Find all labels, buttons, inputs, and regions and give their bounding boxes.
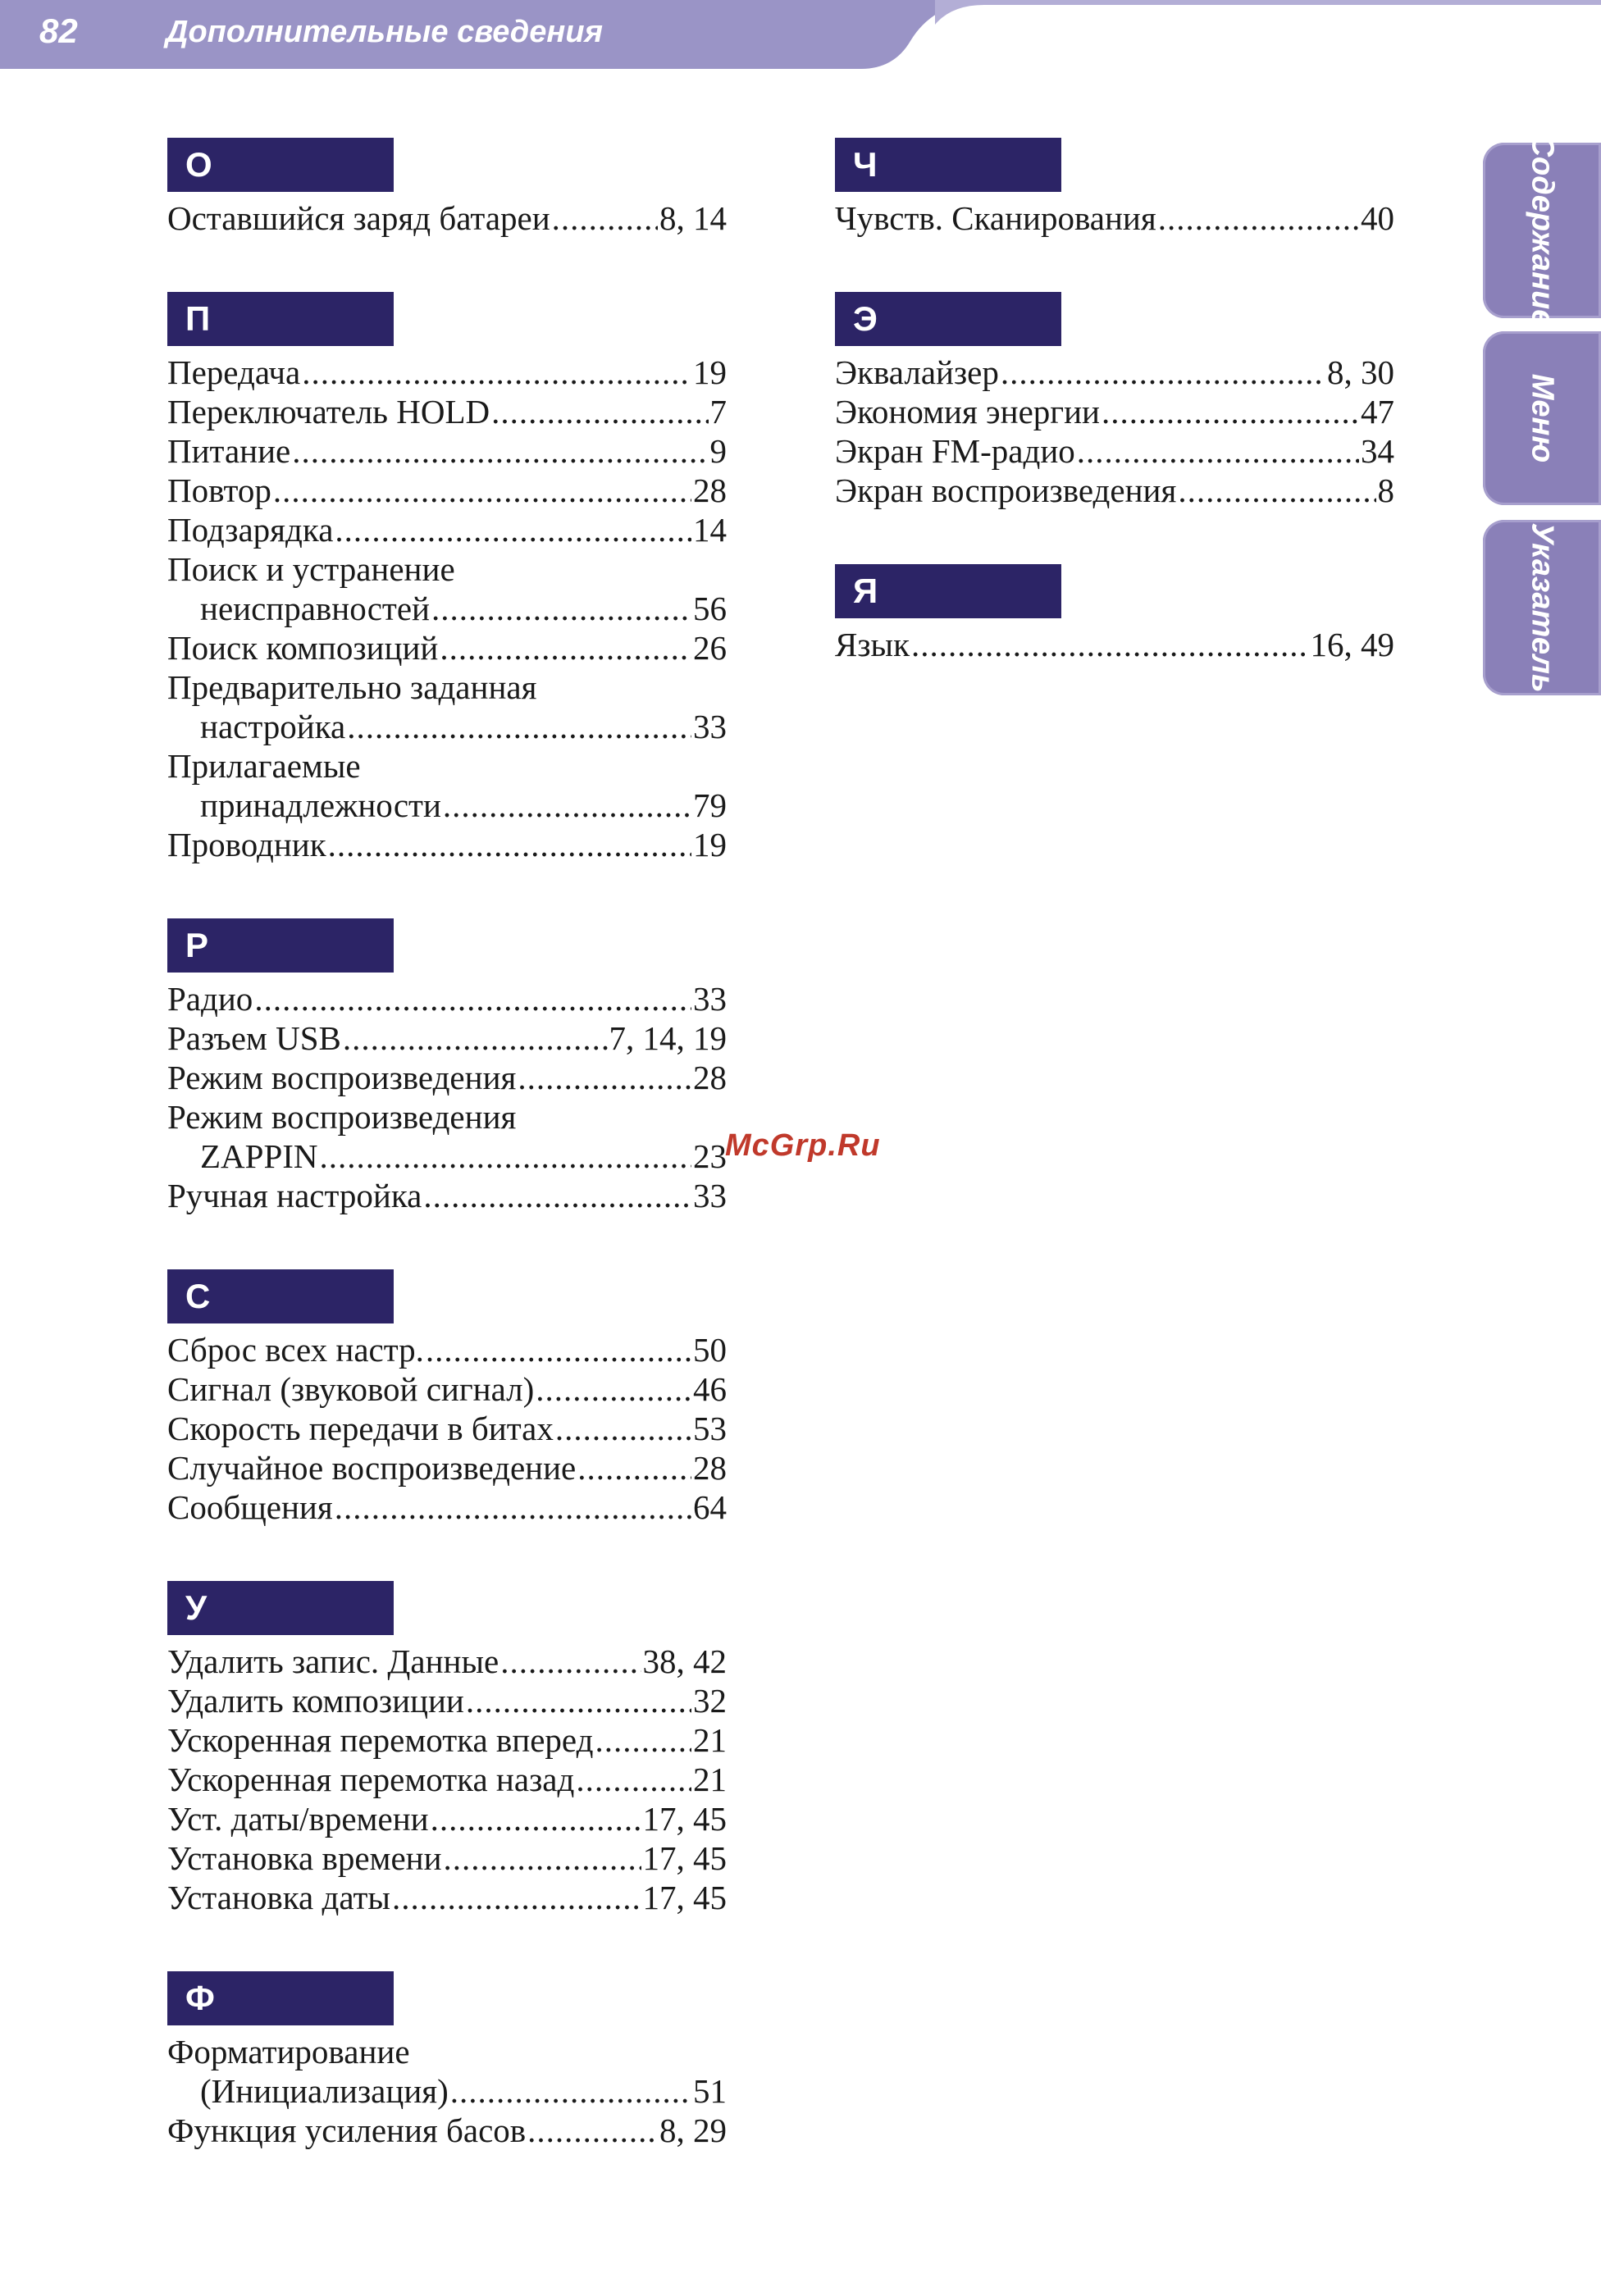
- dot-leader: [1077, 431, 1359, 471]
- index-term: Чувств. Сканирования: [835, 199, 1156, 237]
- index-entry[interactable]: [167, 979, 727, 1018]
- index-column-right: [835, 138, 1394, 718]
- page-reference[interactable]: 16, 49: [1310, 626, 1394, 663]
- dot-leader: [392, 1878, 641, 1917]
- page-reference[interactable]: 33: [693, 708, 727, 745]
- dot-leader: [1102, 392, 1359, 431]
- index-entry[interactable]: [835, 392, 1394, 431]
- index-term: Удалить запис. Данные: [167, 1642, 499, 1680]
- page-reference[interactable]: 32: [693, 1682, 727, 1720]
- index-letter-heading: У: [167, 1581, 394, 1635]
- index-entry[interactable]: [167, 628, 727, 667]
- index-letter-heading: Р: [167, 918, 394, 973]
- index-entry[interactable]: [167, 707, 727, 746]
- index-term: Ускоренная перемотка вперед: [167, 1721, 594, 1759]
- page-reference[interactable]: 26: [693, 629, 727, 667]
- index-entry[interactable]: [835, 625, 1394, 664]
- page-reference[interactable]: 8, 30: [1327, 353, 1394, 391]
- dot-leader: [320, 1137, 691, 1176]
- index-letter-heading: О: [167, 138, 394, 192]
- dot-leader: [518, 1058, 691, 1097]
- page-reference[interactable]: 21: [693, 1721, 727, 1759]
- page-reference[interactable]: 40: [1361, 199, 1394, 237]
- index-term: Эквалайзер: [835, 353, 999, 391]
- page-reference[interactable]: 46: [693, 1370, 727, 1408]
- page-reference[interactable]: 56: [693, 590, 727, 627]
- dot-leader: [347, 707, 691, 746]
- dot-leader: [1158, 198, 1359, 238]
- dot-leader: [536, 1369, 691, 1409]
- page-reference[interactable]: 17, 45: [642, 1800, 727, 1838]
- index-entry[interactable]: [167, 510, 727, 549]
- index-term: Оставшийся заряд батареи: [167, 199, 550, 237]
- page-reference[interactable]: 34: [1361, 432, 1394, 470]
- dot-leader: [491, 392, 708, 431]
- page-reference[interactable]: 79: [693, 786, 727, 824]
- page-header: [0, 0, 1601, 71]
- index-entry[interactable]: [167, 1487, 727, 1527]
- index-group: [167, 138, 727, 238]
- watermark: McGrp.Ru: [725, 1128, 881, 1163]
- index-term: Ручная настройка: [167, 1177, 422, 1214]
- page-reference[interactable]: 33: [693, 1177, 727, 1214]
- index-term: Уст. даты/времени: [167, 1800, 429, 1838]
- index-entry[interactable]: [167, 1760, 727, 1799]
- index-term: Поиск композиций: [167, 629, 439, 667]
- page-reference[interactable]: 8: [1377, 472, 1394, 509]
- index-entry[interactable]: [835, 431, 1394, 471]
- tab-index-label: Указатель: [1525, 522, 1560, 693]
- index-column-left: [167, 138, 727, 2204]
- index-letter-heading: Я: [835, 564, 1061, 618]
- dot-leader: [1001, 353, 1325, 392]
- index-letter-heading: П: [167, 292, 394, 346]
- index-term: Функция усиления басов: [167, 2112, 527, 2149]
- index-term[interactable]: Режим воспроизведения: [167, 1098, 517, 1136]
- index-entry[interactable]: [167, 431, 727, 471]
- index-group: [167, 918, 727, 1215]
- dot-leader: [343, 1018, 608, 1058]
- dot-leader: [423, 1176, 691, 1215]
- index-term: Сигнал (звуковой сигнал): [167, 1370, 535, 1408]
- dot-leader: [595, 1720, 691, 1760]
- dot-leader: [500, 1642, 641, 1681]
- dot-leader: [577, 1448, 691, 1487]
- index-term: Установка даты: [167, 1879, 390, 1916]
- tab-contents-label: Содержание: [1525, 134, 1560, 327]
- index-term-continuation: ZAPPIN: [200, 1137, 318, 1175]
- index-term[interactable]: Форматирование: [167, 2033, 410, 2070]
- dot-leader: [576, 1760, 691, 1799]
- index-term[interactable]: Прилагаемые: [167, 747, 361, 785]
- index-term: Скорость передачи в битах: [167, 1410, 554, 1447]
- index-entry[interactable]: [167, 1448, 727, 1487]
- index-term-continuation: настройка: [200, 708, 346, 745]
- index-term: Случайное воспроизведение: [167, 1449, 577, 1487]
- dot-leader: [466, 1681, 691, 1720]
- dot-leader: [552, 198, 658, 238]
- page-reference[interactable]: 19: [693, 826, 727, 863]
- index-term: Установка времени: [167, 1839, 442, 1877]
- index-letter-heading: Э: [835, 292, 1061, 346]
- index-term: Повтор: [167, 472, 271, 509]
- page-reference[interactable]: 23: [693, 1137, 727, 1175]
- page-number: 82: [39, 11, 78, 50]
- tab-menu-label: Меню: [1525, 373, 1560, 463]
- index-term[interactable]: Предварительно заданная: [167, 668, 537, 706]
- dot-leader: [450, 2071, 691, 2111]
- index-entry[interactable]: [167, 1838, 727, 1878]
- page-reference[interactable]: 17, 45: [642, 1839, 727, 1877]
- index-term-continuation: неисправностей: [200, 590, 430, 627]
- index-term: Радио: [167, 980, 253, 1018]
- index-term: Экран воспроизведения: [835, 472, 1177, 509]
- page-reference[interactable]: 28: [693, 1449, 727, 1487]
- dot-leader: [302, 353, 691, 392]
- index-group: [167, 1269, 727, 1527]
- index-entry[interactable]: [167, 2111, 727, 2150]
- index-group: [835, 292, 1394, 510]
- page-reference[interactable]: 64: [693, 1488, 727, 1526]
- index-term: Подзарядка: [167, 511, 334, 549]
- page-reference[interactable]: 38, 42: [642, 1642, 727, 1680]
- index-entry[interactable]: [167, 786, 727, 825]
- index-entry[interactable]: [167, 1642, 727, 1681]
- index-term: Питание: [167, 432, 291, 470]
- index-entry[interactable]: [167, 825, 727, 864]
- tab-menu[interactable]: [1483, 331, 1601, 505]
- index-term: Сообщения: [167, 1488, 333, 1526]
- dot-leader: [273, 471, 691, 510]
- index-term-continuation: принадлежности: [200, 786, 441, 824]
- page-reference[interactable]: 47: [1361, 393, 1394, 430]
- page-reference[interactable]: 8, 14: [659, 199, 727, 237]
- index-entry[interactable]: [167, 1720, 727, 1760]
- dot-leader: [335, 510, 691, 549]
- index-entry[interactable]: [167, 1409, 727, 1448]
- page-reference[interactable]: 28: [693, 472, 727, 509]
- dot-leader: [444, 1838, 641, 1878]
- index-term: Удалить композиции: [167, 1682, 464, 1720]
- page-reference[interactable]: 7: [709, 393, 727, 430]
- index-term: Экран FM-радио: [835, 432, 1075, 470]
- dot-leader: [431, 589, 691, 628]
- index-entry[interactable]: [167, 1176, 727, 1215]
- index-letter-heading: С: [167, 1269, 394, 1323]
- tab-index[interactable]: [1483, 520, 1601, 695]
- index-entry[interactable]: [167, 1681, 727, 1720]
- index-entry[interactable]: [167, 353, 727, 392]
- page-reference[interactable]: 19: [693, 353, 727, 391]
- index-entry[interactable]: [167, 1878, 727, 1917]
- index-entry[interactable]: [167, 1058, 727, 1097]
- dot-leader: [440, 628, 691, 667]
- index-entry[interactable]: [835, 353, 1394, 392]
- page-reference[interactable]: 17, 45: [642, 1879, 727, 1916]
- dot-leader: [328, 825, 691, 864]
- index-group: [835, 564, 1394, 664]
- index-term-continuation: (Инициализация): [200, 2072, 449, 2110]
- index-term: Переключатель HOLD: [167, 393, 490, 430]
- tab-contents[interactable]: [1483, 134, 1601, 327]
- dot-leader: [431, 1799, 641, 1838]
- dot-leader: [443, 786, 691, 825]
- index-entry[interactable]: [167, 589, 727, 628]
- index-term: Разъем USB: [167, 1019, 341, 1057]
- index-term: Сброс всех настр.: [167, 1331, 424, 1369]
- index-entry[interactable]: [167, 1799, 727, 1838]
- index-entry[interactable]: [167, 1369, 727, 1409]
- index-entry[interactable]: [167, 2071, 727, 2111]
- dot-leader: [335, 1487, 691, 1527]
- index-term: Ускоренная перемотка назад: [167, 1761, 575, 1798]
- index-group: [167, 292, 727, 864]
- index-term[interactable]: Поиск и устранение: [167, 550, 455, 588]
- page-reference[interactable]: 21: [693, 1761, 727, 1798]
- index-group: [167, 1581, 727, 1917]
- dot-leader: [254, 979, 691, 1018]
- index-entry[interactable]: [167, 198, 727, 238]
- page-reference[interactable]: 8, 29: [659, 2112, 727, 2149]
- page-reference[interactable]: 28: [693, 1059, 727, 1096]
- index-entry[interactable]: [835, 471, 1394, 510]
- index-entry[interactable]: [167, 471, 727, 510]
- page-reference[interactable]: 53: [693, 1410, 727, 1447]
- dot-leader: [426, 1330, 691, 1369]
- index-term: Язык: [835, 626, 910, 663]
- page-reference[interactable]: 14: [693, 511, 727, 549]
- index-group: [835, 138, 1394, 238]
- index-entry[interactable]: [167, 1137, 727, 1176]
- index-entry[interactable]: [835, 198, 1394, 238]
- dot-leader: [911, 625, 1308, 664]
- index-group: [167, 1971, 727, 2150]
- index-term: Режим воспроизведения: [167, 1059, 517, 1096]
- index-letter-heading: Ч: [835, 138, 1061, 192]
- page-reference[interactable]: 9: [709, 432, 727, 470]
- index-term: Проводник: [167, 826, 326, 863]
- dot-leader: [1178, 471, 1375, 510]
- dot-leader: [527, 2111, 658, 2150]
- index-entry[interactable]: [167, 1018, 727, 1058]
- section-title: Дополнительные сведения: [166, 15, 603, 49]
- page-reference[interactable]: 51: [693, 2072, 727, 2110]
- dot-leader: [555, 1409, 691, 1448]
- index-term: Экономия энергии: [835, 393, 1100, 430]
- index-entry[interactable]: [167, 392, 727, 431]
- page-reference[interactable]: 7, 14, 19: [609, 1019, 727, 1057]
- index-letter-heading: Ф: [167, 1971, 394, 2025]
- page-reference[interactable]: 33: [693, 980, 727, 1018]
- index-entry[interactable]: [167, 1330, 727, 1369]
- page-reference[interactable]: 50: [693, 1331, 727, 1369]
- dot-leader: [292, 431, 708, 471]
- index-term: Передача: [167, 353, 301, 391]
